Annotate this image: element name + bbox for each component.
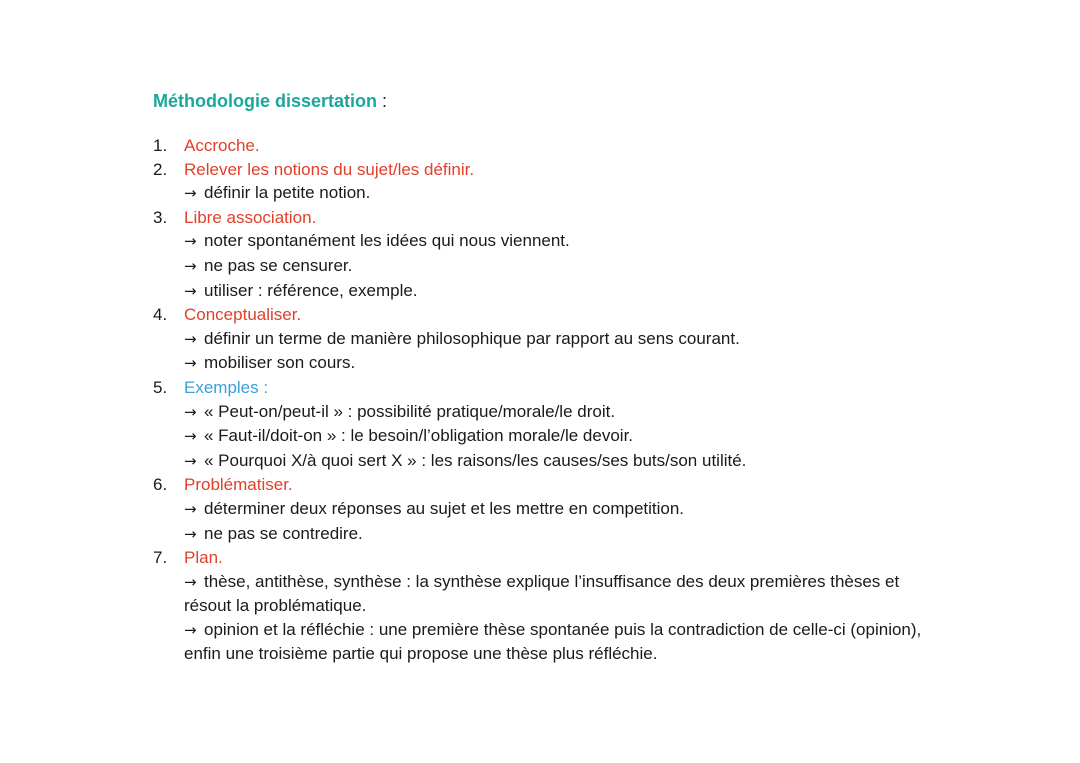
detail-item <box>184 254 933 279</box>
detail-item <box>184 327 933 352</box>
arrow-right-icon: → <box>184 499 197 518</box>
detail-item <box>184 279 933 304</box>
detail-text: mobiliser son cours. <box>204 353 356 373</box>
step-label: Plan. <box>184 548 223 568</box>
step-item <box>153 134 933 158</box>
title-colon: : <box>382 91 388 111</box>
detail-text: « Faut-il/doit-on » : le besoin/l’obligation morale/le devoir. <box>204 426 634 446</box>
step-item <box>153 303 933 376</box>
detail-text: « Peut-on/peut-il » : possibilité pratique/morale/le droit. <box>204 401 616 421</box>
detail-item <box>184 181 933 206</box>
step-item <box>153 546 933 666</box>
detail-item <box>184 424 933 449</box>
step-number: 5. <box>153 377 168 397</box>
detail-item <box>184 229 933 254</box>
step-number: 7. <box>153 548 168 568</box>
arrow-right-icon: → <box>184 402 197 421</box>
detail-text: opinion et la réfléchie : une première thèse spontanée puis la contradiction de celle-ci (opinion), enfin une troisième partie qui propose une thèse plus réfléchie. <box>184 619 922 664</box>
detail-text: ne pas se contredire. <box>204 523 363 543</box>
arrow-right-icon: → <box>184 451 197 470</box>
detail-item <box>184 570 933 618</box>
step-label: Exemples : <box>184 377 269 397</box>
step-label: Accroche. <box>184 136 260 155</box>
step-details <box>184 327 933 376</box>
steps-list <box>153 134 933 666</box>
step-details <box>184 400 933 474</box>
step-number: 6. <box>153 475 168 495</box>
page-title: Méthodologie dissertation <box>153 91 378 111</box>
step-label: Libre association. <box>184 207 317 227</box>
step-item <box>153 376 933 473</box>
arrow-right-icon: → <box>184 427 197 446</box>
step-details <box>184 497 933 546</box>
step-label: Problématiser. <box>184 475 293 495</box>
arrow-right-icon: → <box>184 281 197 300</box>
step-details <box>184 570 933 666</box>
step-label: Relever les notions du sujet/les définir. <box>184 159 475 179</box>
detail-item <box>184 449 933 474</box>
detail-text: « Pourquoi X/à quoi sert X » : les raisons/les causes/ses buts/son utilité. <box>204 450 747 470</box>
step-item <box>153 158 933 206</box>
detail-item <box>184 522 933 547</box>
detail-item <box>184 351 933 376</box>
step-label: Conceptualiser. <box>184 305 302 325</box>
step-details <box>184 229 933 303</box>
step-item <box>153 206 933 303</box>
arrow-right-icon: → <box>184 620 197 639</box>
step-item <box>153 473 933 546</box>
step-number: 4. <box>153 305 168 325</box>
detail-item <box>184 618 933 666</box>
detail-text: déterminer deux réponses au sujet et les mettre en competition. <box>204 498 685 518</box>
arrow-right-icon: → <box>184 256 197 275</box>
detail-text: définir un terme de manière philosophique par rapport au sens courant. <box>204 328 740 348</box>
detail-text: définir la petite notion. <box>204 183 371 203</box>
arrow-right-icon: → <box>184 524 197 543</box>
detail-text: utiliser : référence, exemple. <box>204 280 418 300</box>
title-line <box>153 89 387 113</box>
step-number: 3. <box>153 207 168 227</box>
step-details <box>184 181 933 206</box>
arrow-right-icon: → <box>184 184 197 203</box>
detail-item <box>184 400 933 425</box>
detail-text: noter spontanément les idées qui nous viennent. <box>204 231 570 251</box>
detail-text: ne pas se censurer. <box>204 255 353 275</box>
detail-item <box>184 497 933 522</box>
arrow-right-icon: → <box>184 572 197 591</box>
arrow-right-icon: → <box>184 232 197 251</box>
detail-text: thèse, antithèse, synthèse : la synthèse explique l’insuffisance des deux premières thèses et résout la problématique. <box>184 571 900 616</box>
arrow-right-icon: → <box>184 354 197 373</box>
arrow-right-icon: → <box>184 329 197 348</box>
step-number: 2. <box>153 159 168 179</box>
step-number: 1. <box>153 136 168 155</box>
